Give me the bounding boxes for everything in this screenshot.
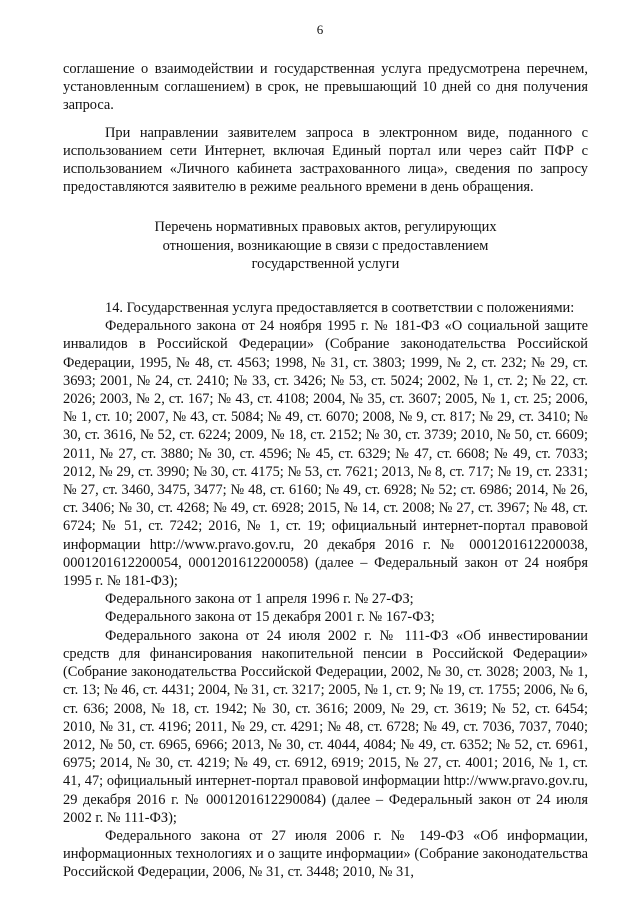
page-number: 6 bbox=[316, 22, 324, 37]
heading-line: государственной услуги bbox=[251, 255, 400, 272]
paragraph-section-14: 14. Государственная услуга предоставляется в соответствии с положениями: bbox=[105, 300, 575, 317]
heading-line: Перечень нормативных правовых актов, регулирующих bbox=[154, 219, 497, 236]
paragraph-electronic-request: При направлении заявителем запроса в электронном виде, поданного с использованием сети Интернет, включая Единый портал или через сайт ПФР с использованием «Личного кабинета застрахованного лица», сведения по запросу предоставляются заявителю в режиме реального времени в день обращения. bbox=[63, 124, 588, 196]
paragraph-law-149: Федерального закона от 27 июля 2006 г. № 149-ФЗ «Об информации, информационных технологиях и о защите информации» (Собрание законодательства Российской Федерации, 2006, № 31, ст. 3448; 2010, № 31, bbox=[63, 827, 588, 881]
paragraph-law-181: Федерального закона от 24 ноября 1995 г. № 181-ФЗ «О социальной защите инвалидов в Российской Федерации» (Собрание законодательства Российской Федерации, 1995, № 48, ст. 4563; 1998, № 31, ст. 3803; 1999, № 2, ст. 232; № 29, ст. 3693; 2001, № 24, ст. 2410; № 33, ст. 3426; № 53, ст. 5024; 2002, № 1, ст. 2; № 22, ст. 2026; 2003, № 2, ст. 167; № 43, ст. 4108; 2004, № 35, ст. 3607; 2005, № 1, ст. 25; 2006, № 1, ст. 10; 2007, № 43, ст. 5084; № 49, ст. 6070; 2008, № 9, ст. 817; № 29, ст. 3410; № 30, ст. 3616, № 52, ст. 6224; 2009, № 18, ст. 2152; № 30, ст. 3739; 2010, № 50, ст. 6609; 2011, № 27, ст. 3880; № 30, ст. 4596; № 45, ст. 6329; № 47, ст. 6608; № 49, ст. 7033; 2012, № 29, ст. 3990; № 30, ст. 4175; № 53, ст. 7621; 2013, № 8, ст. 717; № 19, ст. 2331; № 27, ст. 3460, 3475, 3477; № 48, ст. 6160; № 49, ст. 6928; № 52; ст. 6986; 2014, № 26, ст. 3406; № 30, ст. 4268; № 49, ст. 6928; 2015, № 14, ст. 2008; № 27, ст. 3967; № 48, ст. 6724; № 51, ст. 7242; 2016, № 1, ст. 19; официальный интернет-портал правовой информации http://www.pravo.gov.ru, 20 декабря 2016 г. № 0001201612200038, 0001201612200054, 0001201612200058) (далее – Федеральный закон от 24 ноября 1995 г. № 181-ФЗ); bbox=[63, 318, 588, 590]
section-heading bbox=[63, 218, 588, 273]
paragraph-law-27: Федерального закона от 1 апреля 1996 г. № 27-ФЗ; bbox=[105, 591, 414, 608]
heading-line: отношения, возникающие в связи с предоставлением bbox=[162, 237, 489, 254]
paragraph-law-167: Федерального закона от 15 декабря 2001 г. № 167-ФЗ; bbox=[105, 609, 435, 626]
paragraph-agreement-deadline: соглашение о взаимодействии и государственная услуга предусмотрена перечнем, установленным соглашением) в срок, не превышающий 10 дней со дня получения запроса. bbox=[63, 61, 588, 114]
paragraph-law-111: Федерального закона от 24 июля 2002 г. № 111-ФЗ «Об инвестировании средств для финансирования накопительной пенсии в Российской Федерации» (Собрание законодательства Российской Федерации, 2002, № 30, ст. 3028; 2003, № 1, ст. 13; № 46, ст. 4431; 2004, № 31, ст. 3217; 2005, № 1, ст. 9; № 19, ст. 1755; 2006, № 6, ст. 636; 2008, № 18, ст. 1942; № 30, ст. 3616; 2009, № 29, ст. 3619; № 52, ст. 6454; 2010, № 31, ст. 4196; 2011, № 29, ст. 4291; № 48, ст. 6728; № 49, ст. 7036, 7037, 7040; 2012, № 50, ст. 6965, 6966; 2013, № 30, ст. 4044, 4084; № 49, ст. 6352; № 52, ст. 6961, 6975; 2014, № 30, ст. 4219; № 49, ст. 6912, 6919; 2015, № 27, ст. 4001; 2016, № 1, ст. 41, 47; официальный интернет-портал правовой информации http://www.pravo.gov.ru, 29 декабря 2016 г. № 0001201612290084) (далее – Федеральный закон от 24 июля 2002 г. № 111-ФЗ); bbox=[63, 627, 588, 826]
document-body bbox=[63, 60, 588, 882]
